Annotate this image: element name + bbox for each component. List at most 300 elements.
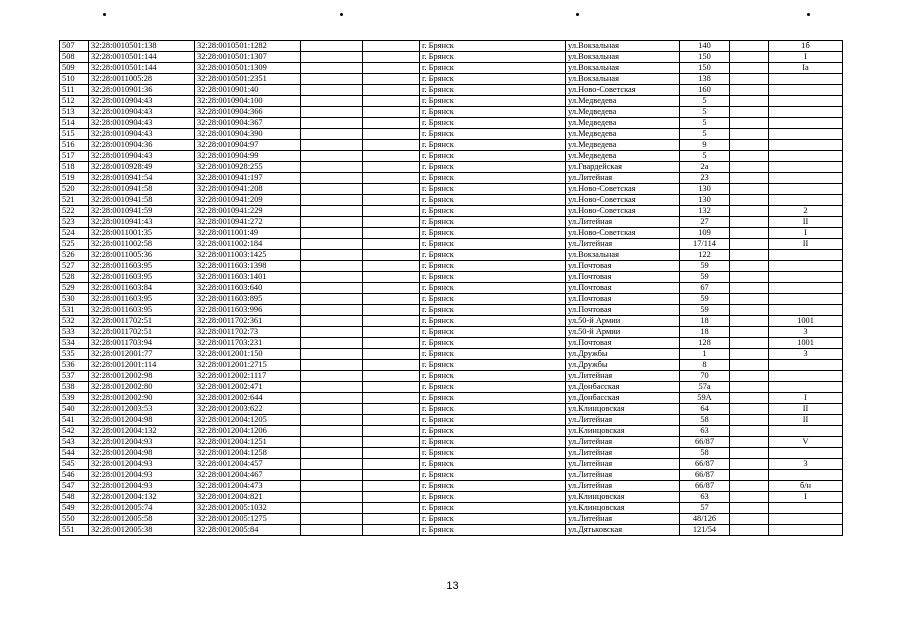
table-row: [60, 338, 843, 349]
parcel-cadastral-cell: 32:28:0010941:58: [89, 195, 195, 206]
table-row: [60, 272, 843, 283]
empty-cell: [301, 514, 363, 525]
object-cadastral-cell: 32:28:0010941:272: [195, 217, 301, 228]
premises-number-cell: [769, 173, 843, 184]
empty-cell: [301, 173, 363, 184]
object-cadastral-cell: 32:28:0011603:1398: [195, 261, 301, 272]
parcel-cadastral-cell: 32:28:0012004:98: [89, 448, 195, 459]
empty-cell: [730, 360, 769, 371]
street-cell: ул.Клинцовская: [566, 404, 680, 415]
row-number-cell: 527: [60, 261, 89, 272]
parcel-cadastral-cell: 32:28:0012004:93: [89, 481, 195, 492]
object-cadastral-cell: 32:28:0011003:1425: [195, 250, 301, 261]
row-number-cell: 533: [60, 327, 89, 338]
object-cadastral-cell: 32:28:0011603:895: [195, 294, 301, 305]
table-row: [60, 481, 843, 492]
row-number-cell: 548: [60, 492, 89, 503]
city-cell: г. Брянск: [420, 239, 566, 250]
street-cell: ул.Ново-Советская: [566, 85, 680, 96]
table-row: [60, 371, 843, 382]
empty-cell: [363, 503, 420, 514]
empty-cell: [363, 228, 420, 239]
object-cadastral-cell: 32:28:0012001:150: [195, 349, 301, 360]
object-cadastral-cell: 32:28:0012005:1032: [195, 503, 301, 514]
street-cell: ул.Донбасская: [566, 382, 680, 393]
table-row: [60, 316, 843, 327]
city-cell: г. Брянск: [420, 162, 566, 173]
table-row: [60, 85, 843, 96]
empty-cell: [301, 261, 363, 272]
row-number-cell: 524: [60, 228, 89, 239]
empty-cell: [301, 415, 363, 426]
premises-number-cell: [769, 514, 843, 525]
premises-number-cell: [769, 503, 843, 514]
object-cadastral-cell: 32:28:0011702:73: [195, 327, 301, 338]
empty-cell: [730, 525, 769, 536]
object-cadastral-cell: 32:28:0012002:471: [195, 382, 301, 393]
table-row: [60, 404, 843, 415]
empty-cell: [301, 162, 363, 173]
row-number-cell: 511: [60, 85, 89, 96]
parcel-cadastral-cell: 32:28:0012005:74: [89, 503, 195, 514]
object-cadastral-cell: 32:28:0010901:40: [195, 85, 301, 96]
city-cell: г. Брянск: [420, 250, 566, 261]
house-number-cell: 27: [680, 217, 730, 228]
house-number-cell: 121/54: [680, 525, 730, 536]
house-number-cell: 57а: [680, 382, 730, 393]
city-cell: г. Брянск: [420, 206, 566, 217]
empty-cell: [730, 448, 769, 459]
empty-cell: [730, 349, 769, 360]
empty-cell: [301, 492, 363, 503]
house-number-cell: 150: [680, 63, 730, 74]
premises-number-cell: [769, 305, 843, 316]
house-number-cell: 5: [680, 129, 730, 140]
empty-cell: [301, 338, 363, 349]
premises-number-cell: 2: [769, 206, 843, 217]
street-cell: ул.Литейная: [566, 217, 680, 228]
street-cell: ул.Литейная: [566, 239, 680, 250]
parcel-cadastral-cell: 32:28:0012004:93: [89, 437, 195, 448]
premises-number-cell: 3: [769, 459, 843, 470]
city-cell: г. Брянск: [420, 85, 566, 96]
parcel-cadastral-cell: 32:28:0011603:84: [89, 283, 195, 294]
empty-cell: [730, 470, 769, 481]
table-row: [60, 41, 843, 52]
object-cadastral-cell: 32:28:0010501:1282: [195, 41, 301, 52]
house-number-cell: 66/87: [680, 459, 730, 470]
object-cadastral-cell: 32:28:0010501:1309: [195, 63, 301, 74]
empty-cell: [730, 239, 769, 250]
empty-cell: [301, 272, 363, 283]
row-number-cell: 542: [60, 426, 89, 437]
table-row: [60, 503, 843, 514]
house-number-cell: 5: [680, 118, 730, 129]
empty-cell: [301, 382, 363, 393]
row-number-cell: 507: [60, 41, 89, 52]
city-cell: г. Брянск: [420, 41, 566, 52]
table-row: [60, 525, 843, 536]
empty-cell: [301, 52, 363, 63]
empty-cell: [730, 250, 769, 261]
empty-cell: [363, 525, 420, 536]
empty-cell: [363, 96, 420, 107]
house-number-cell: 122: [680, 250, 730, 261]
parcel-cadastral-cell: 32:28:0010904:43: [89, 118, 195, 129]
premises-number-cell: [769, 96, 843, 107]
empty-cell: [730, 514, 769, 525]
street-cell: ул.Литейная: [566, 470, 680, 481]
house-number-cell: 5: [680, 96, 730, 107]
parcel-cadastral-cell: 32:28:0010928:49: [89, 162, 195, 173]
empty-cell: [363, 360, 420, 371]
empty-cell: [301, 294, 363, 305]
row-number-cell: 546: [60, 470, 89, 481]
table-row: [60, 162, 843, 173]
row-number-cell: 549: [60, 503, 89, 514]
street-cell: ул.Почтовая: [566, 294, 680, 305]
street-cell: ул.Литейная: [566, 173, 680, 184]
object-cadastral-cell: 32:28:0011001:49: [195, 228, 301, 239]
object-cadastral-cell: 32:28:0011703:231: [195, 338, 301, 349]
empty-cell: [730, 184, 769, 195]
row-number-cell: 547: [60, 481, 89, 492]
premises-number-cell: II: [769, 415, 843, 426]
empty-cell: [301, 85, 363, 96]
street-cell: ул.Вокзальная: [566, 250, 680, 261]
table-row: [60, 217, 843, 228]
premises-number-cell: [769, 184, 843, 195]
city-cell: г. Брянск: [420, 404, 566, 415]
street-cell: ул.Литейная: [566, 437, 680, 448]
premises-number-cell: II: [769, 217, 843, 228]
row-number-cell: 529: [60, 283, 89, 294]
empty-cell: [730, 305, 769, 316]
empty-cell: [363, 118, 420, 129]
house-number-cell: 63: [680, 492, 730, 503]
parcel-cadastral-cell: 32:28:0011603:95: [89, 294, 195, 305]
premises-number-cell: [769, 195, 843, 206]
table-row: [60, 327, 843, 338]
empty-cell: [301, 459, 363, 470]
table-row: [60, 239, 843, 250]
empty-cell: [730, 140, 769, 151]
city-cell: г. Брянск: [420, 349, 566, 360]
house-number-cell: 160: [680, 85, 730, 96]
parcel-cadastral-cell: 32:28:0011002:58: [89, 239, 195, 250]
table-row: [60, 514, 843, 525]
empty-cell: [363, 481, 420, 492]
street-cell: ул.Медведева: [566, 151, 680, 162]
house-number-cell: 59: [680, 294, 730, 305]
table-row: [60, 63, 843, 74]
premises-number-cell: [769, 272, 843, 283]
empty-cell: [301, 470, 363, 481]
object-cadastral-cell: 32:28:0010904:367: [195, 118, 301, 129]
street-cell: ул.Медведева: [566, 96, 680, 107]
scan-mark: [576, 13, 579, 16]
empty-cell: [730, 173, 769, 184]
premises-number-cell: [769, 470, 843, 481]
object-cadastral-cell: 32:28:0010904:99: [195, 151, 301, 162]
table-row: [60, 261, 843, 272]
empty-cell: [730, 382, 769, 393]
city-cell: г. Брянск: [420, 217, 566, 228]
premises-number-cell: [769, 382, 843, 393]
table-row: [60, 107, 843, 118]
premises-number-cell: [769, 250, 843, 261]
empty-cell: [301, 63, 363, 74]
row-number-cell: 521: [60, 195, 89, 206]
street-cell: ул.50-й Армии: [566, 327, 680, 338]
premises-number-cell: [769, 118, 843, 129]
house-number-cell: 109: [680, 228, 730, 239]
table-row: [60, 349, 843, 360]
street-cell: ул.Ново-Советская: [566, 195, 680, 206]
row-number-cell: 508: [60, 52, 89, 63]
premises-number-cell: Iа: [769, 63, 843, 74]
empty-cell: [301, 184, 363, 195]
empty-cell: [730, 316, 769, 327]
house-number-cell: 66/87: [680, 437, 730, 448]
city-cell: г. Брянск: [420, 503, 566, 514]
house-number-cell: 59: [680, 305, 730, 316]
table-row: [60, 437, 843, 448]
table-row: [60, 151, 843, 162]
object-cadastral-cell: 32:28:0012004:467: [195, 470, 301, 481]
city-cell: г. Брянск: [420, 360, 566, 371]
empty-cell: [730, 294, 769, 305]
premises-number-cell: 3: [769, 349, 843, 360]
empty-cell: [730, 85, 769, 96]
row-number-cell: 513: [60, 107, 89, 118]
empty-cell: [730, 63, 769, 74]
house-number-cell: 66/87: [680, 481, 730, 492]
premises-number-cell: I: [769, 492, 843, 503]
object-cadastral-cell: 32:28:0012004:473: [195, 481, 301, 492]
premises-number-cell: б/н: [769, 481, 843, 492]
scan-mark: [103, 13, 106, 16]
empty-cell: [363, 41, 420, 52]
empty-cell: [363, 173, 420, 184]
empty-cell: [730, 404, 769, 415]
row-number-cell: 544: [60, 448, 89, 459]
row-number-cell: 526: [60, 250, 89, 261]
empty-cell: [363, 371, 420, 382]
house-number-cell: 18: [680, 327, 730, 338]
empty-cell: [301, 481, 363, 492]
scan-mark: [807, 13, 810, 16]
empty-cell: [363, 195, 420, 206]
city-cell: г. Брянск: [420, 184, 566, 195]
city-cell: г. Брянск: [420, 107, 566, 118]
city-cell: г. Брянск: [420, 228, 566, 239]
city-cell: г. Брянск: [420, 151, 566, 162]
empty-cell: [301, 371, 363, 382]
empty-cell: [730, 492, 769, 503]
empty-cell: [730, 283, 769, 294]
premises-number-cell: V: [769, 437, 843, 448]
object-cadastral-cell: 32:28:0011603:640: [195, 283, 301, 294]
premises-number-cell: [769, 426, 843, 437]
premises-number-cell: [769, 162, 843, 173]
empty-cell: [363, 283, 420, 294]
object-cadastral-cell: 32:28:0012002:1117: [195, 371, 301, 382]
premises-number-cell: [769, 448, 843, 459]
house-number-cell: 48/126: [680, 514, 730, 525]
empty-cell: [730, 503, 769, 514]
empty-cell: [301, 140, 363, 151]
empty-cell: [301, 41, 363, 52]
city-cell: г. Брянск: [420, 129, 566, 140]
premises-number-cell: [769, 261, 843, 272]
empty-cell: [363, 107, 420, 118]
street-cell: ул.Вокзальная: [566, 63, 680, 74]
house-number-cell: 5: [680, 107, 730, 118]
empty-cell: [363, 426, 420, 437]
street-cell: ул.Литейная: [566, 514, 680, 525]
city-cell: г. Брянск: [420, 305, 566, 316]
empty-cell: [363, 85, 420, 96]
empty-cell: [301, 217, 363, 228]
parcel-cadastral-cell: 32:28:0011703:94: [89, 338, 195, 349]
premises-number-cell: [769, 107, 843, 118]
table-row: [60, 283, 843, 294]
parcel-cadastral-cell: 32:28:0011702:51: [89, 327, 195, 338]
city-cell: г. Брянск: [420, 118, 566, 129]
parcel-cadastral-cell: 32:28:0012004:93: [89, 459, 195, 470]
street-cell: ул.Медведева: [566, 129, 680, 140]
premises-number-cell: 1001: [769, 316, 843, 327]
empty-cell: [301, 426, 363, 437]
table-row: [60, 360, 843, 371]
page-number: 13: [446, 580, 459, 592]
row-number-cell: 515: [60, 129, 89, 140]
empty-cell: [363, 52, 420, 63]
empty-cell: [363, 305, 420, 316]
empty-cell: [301, 239, 363, 250]
street-cell: ул.Почтовая: [566, 272, 680, 283]
house-number-cell: 9: [680, 140, 730, 151]
parcel-cadastral-cell: 32:28:0012002:98: [89, 371, 195, 382]
object-cadastral-cell: 32:28:0012004:1206: [195, 426, 301, 437]
parcel-cadastral-cell: 32:28:0011702:51: [89, 316, 195, 327]
empty-cell: [301, 129, 363, 140]
parcel-cadastral-cell: 32:28:0010904:43: [89, 96, 195, 107]
object-cadastral-cell: 32:28:0011702:361: [195, 316, 301, 327]
parcel-cadastral-cell: 32:28:0011603:95: [89, 261, 195, 272]
row-number-cell: 516: [60, 140, 89, 151]
empty-cell: [363, 448, 420, 459]
house-number-cell: 63: [680, 426, 730, 437]
empty-cell: [363, 514, 420, 525]
parcel-cadastral-cell: 32:28:0010941:59: [89, 206, 195, 217]
object-cadastral-cell: 32:28:0012004:1205: [195, 415, 301, 426]
row-number-cell: 519: [60, 173, 89, 184]
empty-cell: [301, 360, 363, 371]
city-cell: г. Брянск: [420, 261, 566, 272]
parcel-cadastral-cell: 32:28:0012003:53: [89, 404, 195, 415]
empty-cell: [730, 118, 769, 129]
house-number-cell: 59: [680, 272, 730, 283]
empty-cell: [301, 283, 363, 294]
empty-cell: [301, 448, 363, 459]
city-cell: г. Брянск: [420, 393, 566, 404]
parcel-cadastral-cell: 32:28:0010501:144: [89, 63, 195, 74]
empty-cell: [730, 459, 769, 470]
parcel-cadastral-cell: 32:28:0010904:43: [89, 107, 195, 118]
table-row: [60, 250, 843, 261]
parcel-cadastral-cell: 32:28:0010901:36: [89, 85, 195, 96]
object-cadastral-cell: 32:28:0010941:197: [195, 173, 301, 184]
street-cell: ул.Клинцовская: [566, 503, 680, 514]
city-cell: г. Брянск: [420, 327, 566, 338]
parcel-cadastral-cell: 32:28:0012002:90: [89, 393, 195, 404]
empty-cell: [363, 492, 420, 503]
street-cell: ул.Почтовая: [566, 305, 680, 316]
city-cell: г. Брянск: [420, 96, 566, 107]
city-cell: г. Брянск: [420, 338, 566, 349]
empty-cell: [363, 470, 420, 481]
row-number-cell: 536: [60, 360, 89, 371]
house-number-cell: 57: [680, 503, 730, 514]
house-number-cell: 64: [680, 404, 730, 415]
empty-cell: [730, 129, 769, 140]
object-cadastral-cell: 32:28:0010904:100: [195, 96, 301, 107]
street-cell: ул.50-й Армии: [566, 316, 680, 327]
empty-cell: [730, 74, 769, 85]
empty-cell: [363, 151, 420, 162]
object-cadastral-cell: 32:28:0010501:2351: [195, 74, 301, 85]
city-cell: г. Брянск: [420, 525, 566, 536]
street-cell: ул.Литейная: [566, 481, 680, 492]
empty-cell: [363, 338, 420, 349]
row-number-cell: 512: [60, 96, 89, 107]
empty-cell: [363, 294, 420, 305]
registry-table-body: [60, 41, 843, 536]
table-row: [60, 228, 843, 239]
empty-cell: [730, 195, 769, 206]
premises-number-cell: [769, 129, 843, 140]
city-cell: г. Брянск: [420, 140, 566, 151]
street-cell: ул.Литейная: [566, 415, 680, 426]
row-number-cell: 520: [60, 184, 89, 195]
street-cell: ул.Вокзальная: [566, 52, 680, 63]
city-cell: г. Брянск: [420, 294, 566, 305]
house-number-cell: 2а: [680, 162, 730, 173]
street-cell: ул.Вокзальная: [566, 41, 680, 52]
empty-cell: [301, 393, 363, 404]
object-cadastral-cell: 32:28:0012004:821: [195, 492, 301, 503]
empty-cell: [363, 382, 420, 393]
table-row: [60, 206, 843, 217]
table-row: [60, 195, 843, 206]
house-number-cell: 66/87: [680, 470, 730, 481]
premises-number-cell: [769, 283, 843, 294]
house-number-cell: 58: [680, 415, 730, 426]
house-number-cell: 150: [680, 52, 730, 63]
table-row: [60, 96, 843, 107]
parcel-cadastral-cell: 32:28:0012004:132: [89, 426, 195, 437]
city-cell: г. Брянск: [420, 371, 566, 382]
row-number-cell: 543: [60, 437, 89, 448]
parcel-cadastral-cell: 32:28:0010501:144: [89, 52, 195, 63]
street-cell: ул.Дружбы: [566, 349, 680, 360]
object-cadastral-cell: 32:28:0012003:622: [195, 404, 301, 415]
registry-table: [59, 40, 843, 536]
premises-number-cell: [769, 371, 843, 382]
empty-cell: [301, 228, 363, 239]
